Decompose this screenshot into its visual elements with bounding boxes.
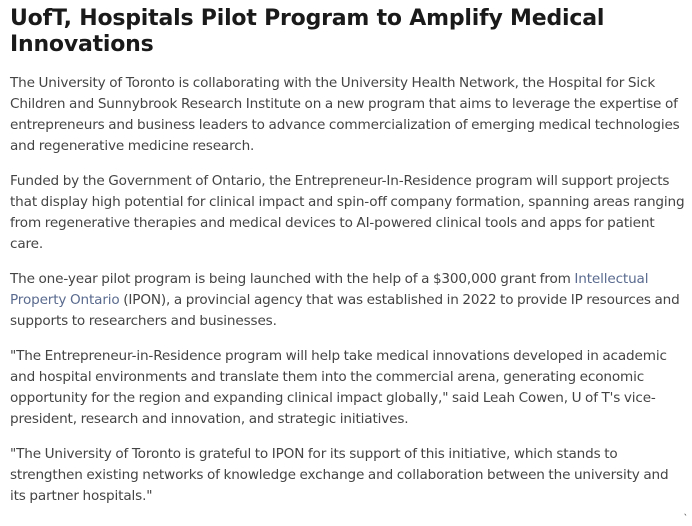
paragraph-grant-tail: (IPON), a provincial agency that was established in 2022 to provide IP resources and supports to researchers and businesses. bbox=[10, 292, 680, 329]
article-title: UofT, Hospitals Pilot Program to Amplify Medical Innovations bbox=[10, 6, 605, 57]
article bbox=[10, 6, 686, 521]
paragraph-quote-cowen: "The Entrepreneur-in-Residence program will help take medical innovations developed in academic and hospital environments and translate them into the commercial arena, generating economic opportunity for the region and expanding clinical impact globally," said Leah Cowen, U of T's vice-president, research and innovation, and strategic initiatives. bbox=[10, 348, 667, 427]
ipon-link[interactable]: Intellectual Property Ontario bbox=[10, 271, 649, 308]
paragraph-collaboration: The University of Toronto is collaborating with the University Health Network, the Hospital for Sick Children and Sunnybrook Research Institute on a new program that aims to leverage the expertise of entrepreneurs and business leaders to advance commercialization of emerging medical technologies and regenerative medicine research. bbox=[10, 75, 680, 154]
paragraph-quote-gratitude: "The University of Toronto is grateful to IPON for its support of this initiative, which stands to strengthen existing networks of knowledge exchange and collaboration between the university and its partner hospitals." bbox=[10, 446, 669, 504]
paragraph-funding: Funded by the Government of Ontario, the Entrepreneur-In-Residence program will support projects that display high potential for clinical impact and spin-off company formation, spanning areas ranging from regenerative therapies and medical devices to AI-powered clinical tools and apps for patient care. bbox=[10, 173, 685, 252]
paragraph-grant-lead: The one-year pilot program is being launched with the help of a $300,000 grant from bbox=[10, 271, 575, 287]
paragraph-grant bbox=[10, 269, 686, 332]
